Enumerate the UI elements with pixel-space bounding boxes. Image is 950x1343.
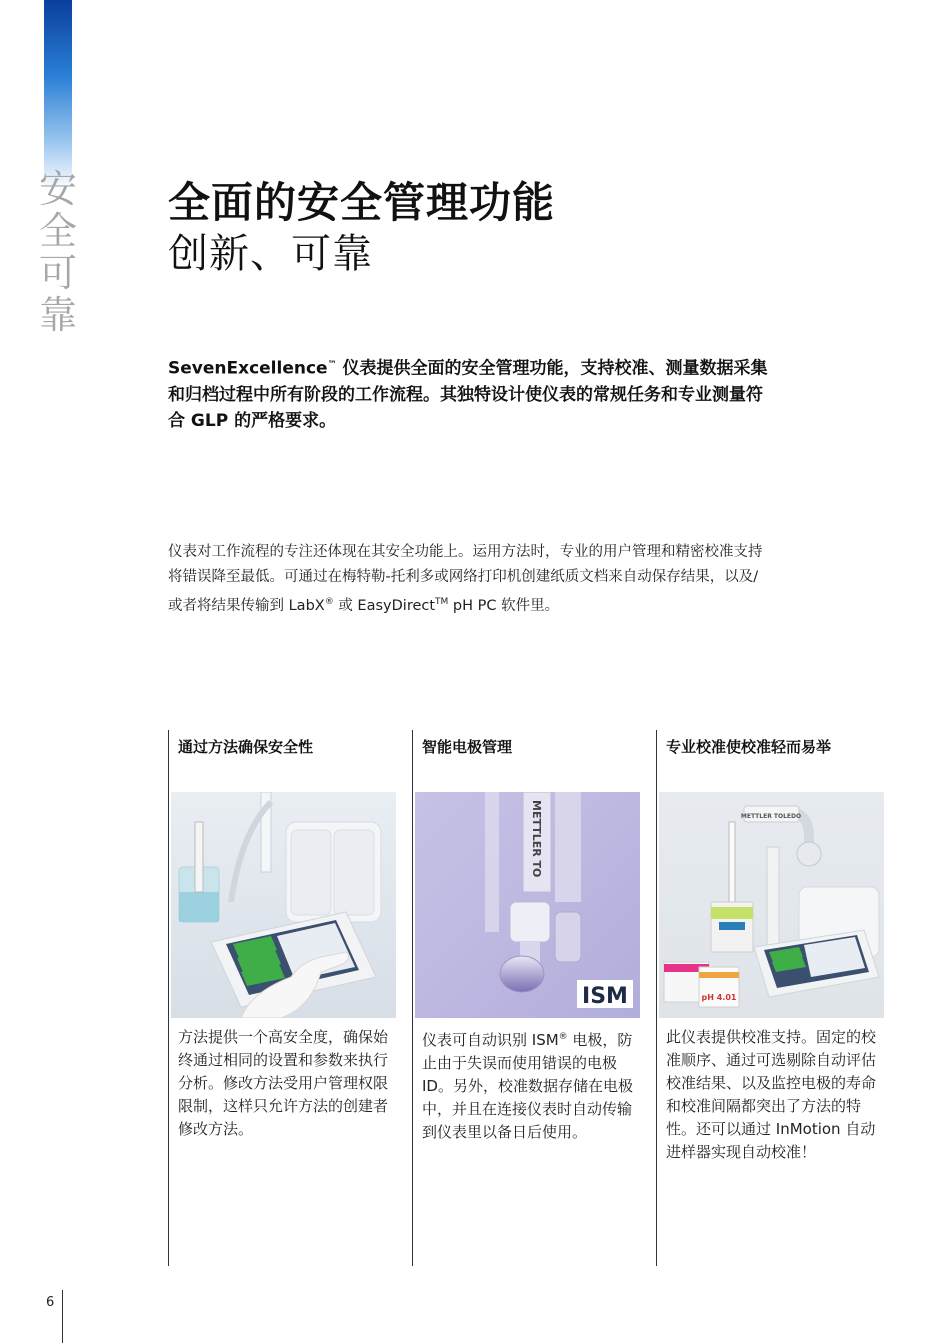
column-heading: 智能电极管理	[422, 738, 513, 756]
column-text: 方法提供一个高安全度，确保始终通过相同的设置和参数来执行分析。修改方法受用户管理权限限制，这样只允许方法的创建者修改方法。	[178, 1028, 389, 1138]
trademark-mark: ™	[327, 360, 337, 370]
page-number: 6	[46, 1295, 55, 1310]
column-text: 此仪表提供校准支持。固定的校准顺序、通过可选剔除自动评估校准结果、以及监控电极的寿命和校准间隔都突出了方法的特性。还可以通过 InMotion 自动进样器实现自动校准！	[666, 1028, 877, 1161]
buffer-label-text: pH 4.01	[701, 993, 737, 1002]
stand-brand-text: METTLER TOLEDO	[740, 813, 802, 820]
page-title: 全面的安全管理功能	[168, 178, 556, 227]
column-heading: 专业校准使校准轻而易举	[666, 738, 832, 756]
column-text-part-a: 仪表可自动识别 ISM	[422, 1031, 559, 1049]
side-section-label	[38, 168, 78, 336]
body-text-part3: pH PC 软件里。	[448, 597, 560, 614]
page-subtitle: 创新、可靠	[168, 231, 373, 277]
side-label-char: 可	[38, 251, 77, 295]
trademark-mark: TM	[435, 597, 449, 607]
meter-touchscreen-photo	[171, 792, 396, 1018]
feature-column-methods	[168, 730, 401, 1266]
body-text-part2: 或 EasyDirect	[333, 597, 436, 614]
ism-electrode-photo	[415, 792, 640, 1018]
calibration-setup-photo	[659, 792, 884, 1018]
intro-text: 仪表提供全面的安全管理功能，支持校准、测量数据采集和归档过程中所有阶段的工作流程。其独特设计使仪表的常规任务和专业测量符合 GLP 的严格要求。	[168, 358, 768, 431]
feature-column-ism	[412, 730, 645, 1266]
page-number-rule	[62, 1290, 63, 1343]
column-heading: 通过方法确保安全性	[178, 738, 314, 756]
side-color-bar	[44, 0, 72, 190]
registered-mark: ®	[558, 1032, 568, 1042]
registered-mark: ®	[324, 597, 334, 607]
body-text-part1: 仪表对工作流程的专注还体现在其安全功能上。运用方法时，专业的用户管理和精密校准支持将错误降至最低。可通过在梅特勒-托利多或网络打印机创建纸质文档来自动保存结果，以及/或者将结果传输到 LabX	[168, 544, 763, 614]
probe-brand-text: METTLER TO	[530, 800, 543, 878]
brand-name: SevenExcellence	[168, 358, 328, 379]
ism-logo: ISM	[582, 984, 628, 1009]
side-label-char: 安	[38, 167, 77, 211]
body-paragraph	[168, 540, 768, 619]
intro-paragraph	[168, 352, 778, 434]
feature-column-calibration	[656, 730, 889, 1266]
column-text	[422, 1026, 640, 1144]
column-text-part-b: 电极，防止由于失误而使用错误的电极 ID。另外，校准数据存储在电极中，并且在连接仪表时自动传输到仪表里以备日后使用。	[422, 1031, 633, 1141]
side-label-char: 靠	[38, 293, 77, 337]
side-label-char: 全	[38, 209, 77, 253]
